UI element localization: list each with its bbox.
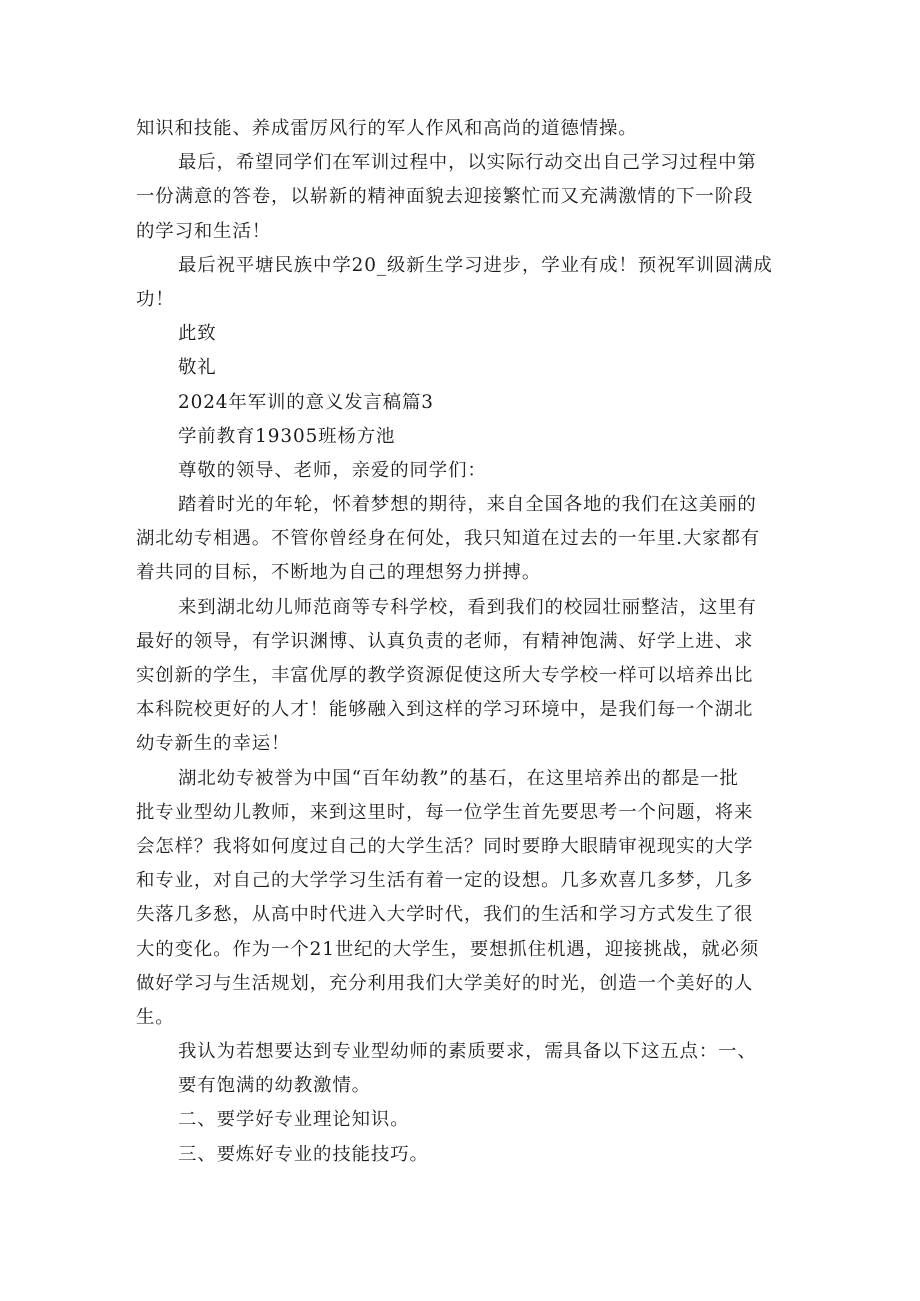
text-line: 湖北幼专被誉为中国“百年幼教”的基石，在这里培养出的都是一批 <box>178 767 739 789</box>
section-title: 2024年军训的意义发言稿篇3 <box>178 391 434 413</box>
text-line: 的学习和生活！ <box>136 220 272 242</box>
text-line: 着共同的目标，不断地为自己的理想努力拼搏。 <box>136 562 542 584</box>
text-line: 会怎样？我将如何度过自己的大学生活？同时要睁大眼睛审视现实的大学 <box>136 835 754 857</box>
text-line: 生。 <box>136 1006 175 1028</box>
text-line: 最好的领导，有学识渊博、认真负责的老师，有精神饱满、好学上进、求 <box>136 630 754 652</box>
text-line: 本科院校更好的人才！能够融入到这样的学习环境中，是我们每一个湖北 <box>136 699 754 721</box>
text-line: 批专业型幼儿教师，来到这里时，每一位学生首先要思考一个问题，将来 <box>136 801 754 823</box>
text-line: 大的变化。作为一个21世纪的大学生，要想抓住机遇，迎接挑战，就必须 <box>136 938 760 960</box>
greeting-line: 尊敬的领导、老师，亲爱的同学们： <box>178 459 487 481</box>
text-line: 最后祝平塘民族中学20_级新生学习进步，学业有成！预祝军训圆满成 <box>178 254 773 276</box>
text-line: 踏着时光的年轮，怀着梦想的期待，来自全国各地的我们在这美丽的 <box>178 494 757 516</box>
list-item: 要有饱满的幼教激情。 <box>178 1075 371 1097</box>
author-line: 学前教育19305班杨方池 <box>178 425 396 447</box>
text-line: 我认为若想要达到专业型幼师的素质要求，需具备以下这五点：一、 <box>178 1041 757 1063</box>
text-line: 一份满意的答卷，以崭新的精神面貌去迎接繁忙而又充满激情的下一阶段 <box>136 186 754 208</box>
closing-regards: 敬礼 <box>178 357 217 379</box>
text-line: 来到湖北幼儿师范商等专科学校，看到我们的校园壮丽整洁，这里有 <box>178 596 757 618</box>
text-line: 实创新的学生，丰富优厚的教学资源促使这所大专学校一样可以培养出比 <box>136 665 754 686</box>
text-line: 最后，希望同学们在军训过程中，以实际行动交出自己学习过程中第 <box>178 152 757 174</box>
text-line: 失落几多愁，从高中时代进入大学时代，我们的生活和学习方式发生了很 <box>136 904 754 926</box>
text-line: 功！ <box>136 288 175 310</box>
text-line: 做好学习与生活规划，充分利用我们大学美好的时光，创造一个美好的人 <box>136 972 754 994</box>
document-body <box>136 112 786 1172</box>
text-line: 湖北幼专相遇。不管你曾经身在何处，我只知道在过去的一年里.大家都有 <box>136 528 761 550</box>
list-item: 二、要学好专业理论知识。 <box>178 1109 410 1131</box>
text-line: 知识和技能、养成雷厉风行的军人作风和高尚的道德情操。 <box>136 118 638 139</box>
closing-salutation: 此致 <box>178 323 217 345</box>
list-item: 三、要炼好专业的技能技巧。 <box>178 1143 429 1165</box>
text-line: 和专业，对自己的大学学习生活有着一定的设想。几多欢喜几多梦，几多 <box>136 870 754 892</box>
text-line: 幼专新生的幸运！ <box>136 733 291 755</box>
